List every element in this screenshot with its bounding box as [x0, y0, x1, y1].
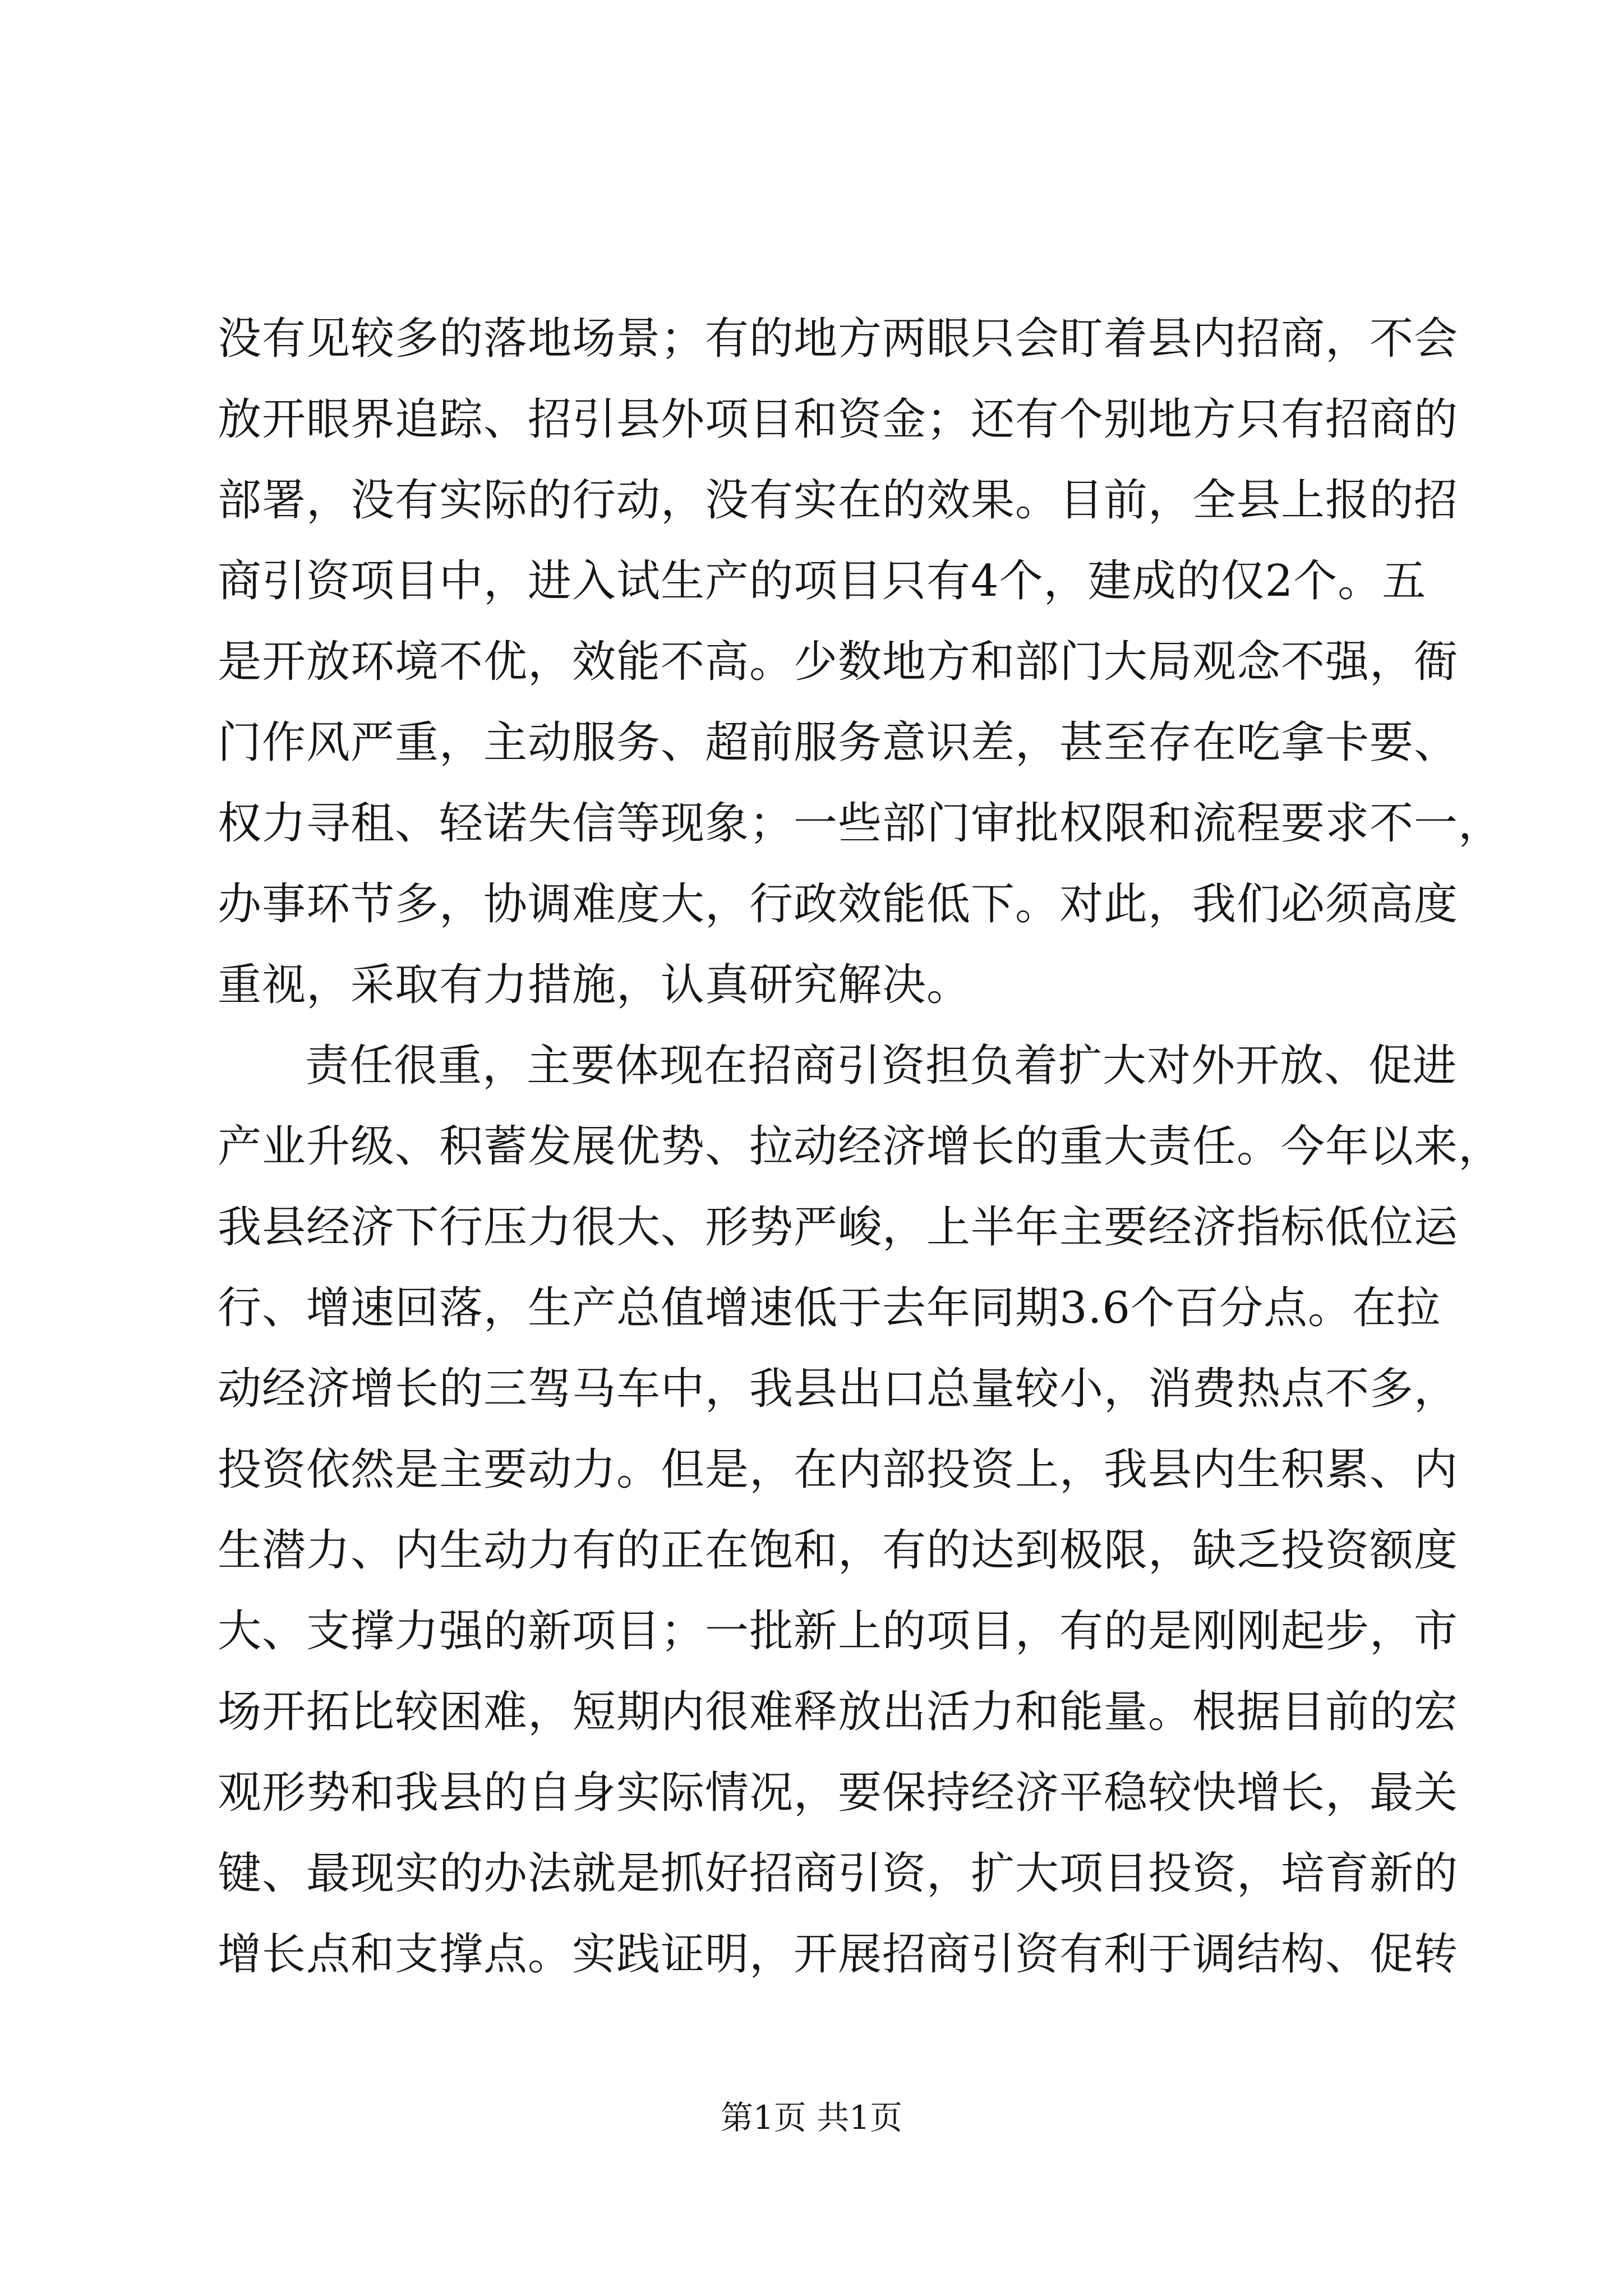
text-line: 生潜力、内生动力有的正在饱和，有的达到极限，缺乏投资额度 [218, 1525, 1459, 1576]
text-line: 办事环节多，协调难度大，行政效能低下。对此，我们必须高度 [218, 879, 1459, 930]
text-line: 部署，没有实际的行动，没有实在的效果。目前，全县上报的招 [218, 475, 1459, 526]
text-line: 没有见较多的落地场景；有的地方两眼只会盯着县内招商，不会 [218, 314, 1459, 364]
text-line: 观形势和我县的自身实际情况，要保持经济平稳较快增长，最关 [218, 1768, 1459, 1818]
text-line: 重视，采取有力措施，认真研究解决。 [218, 960, 971, 1010]
text-line: 大、支撑力强的新项目；一批新上的项目，有的是刚刚起步，市 [218, 1606, 1459, 1657]
page-number-label: 第1页 共1页 [720, 2099, 903, 2137]
text-line: 我县经济下行压力很大、形势严峻，上半年主要经济指标低位运 [218, 1202, 1459, 1253]
body-text [218, 298, 1503, 1995]
page-footer [0, 2095, 1623, 2140]
text-line: 投资依然是主要动力。但是，在内部投资上，我县内生积累、内 [218, 1444, 1459, 1495]
text-line: 键、最现实的办法就是抓好招商引资，扩大项目投资，培育新的 [218, 1848, 1459, 1899]
paragraph-1 [218, 298, 1503, 1025]
text-line: 商引资项目中，进入试生产的项目只有4个，建成的仅2个。五 [218, 556, 1427, 606]
text-line: 产业升级、积蓄发展优势、拉动经济增长的重大责任。今年以来， [218, 1121, 1503, 1172]
text-line: 场开拓比较困难，短期内很难释放出活力和能量。根据目前的宏 [218, 1687, 1459, 1737]
text-line: 动经济增长的三驾马车中，我县出口总量较小，消费热点不多， [218, 1364, 1459, 1414]
text-line: 增长点和支撑点。实践证明，开展招商引资有利于调结构、促转 [218, 1929, 1459, 1980]
text-line: 门作风严重，主动服务、超前服务意识差，甚至存在吃拿卡要、 [218, 717, 1459, 768]
text-line: 行、增速回落，生产总值增速低于去年同期3.6个百分点。在拉 [218, 1283, 1441, 1333]
text-line: 权力寻租、轻诺失信等现象；一些部门审批权限和流程要求不一， [218, 798, 1503, 849]
text-line: 责任很重，主要体现在招商引资担负着扩大对外开放、促进 [305, 1041, 1458, 1091]
text-line: 放开眼界追踪、招引县外项目和资金；还有个别地方只有招商的 [218, 394, 1459, 445]
paragraph-2 [218, 1025, 1503, 1995]
text-line: 是开放环境不优，效能不高。少数地方和部门大局观念不强，衙 [218, 637, 1459, 687]
